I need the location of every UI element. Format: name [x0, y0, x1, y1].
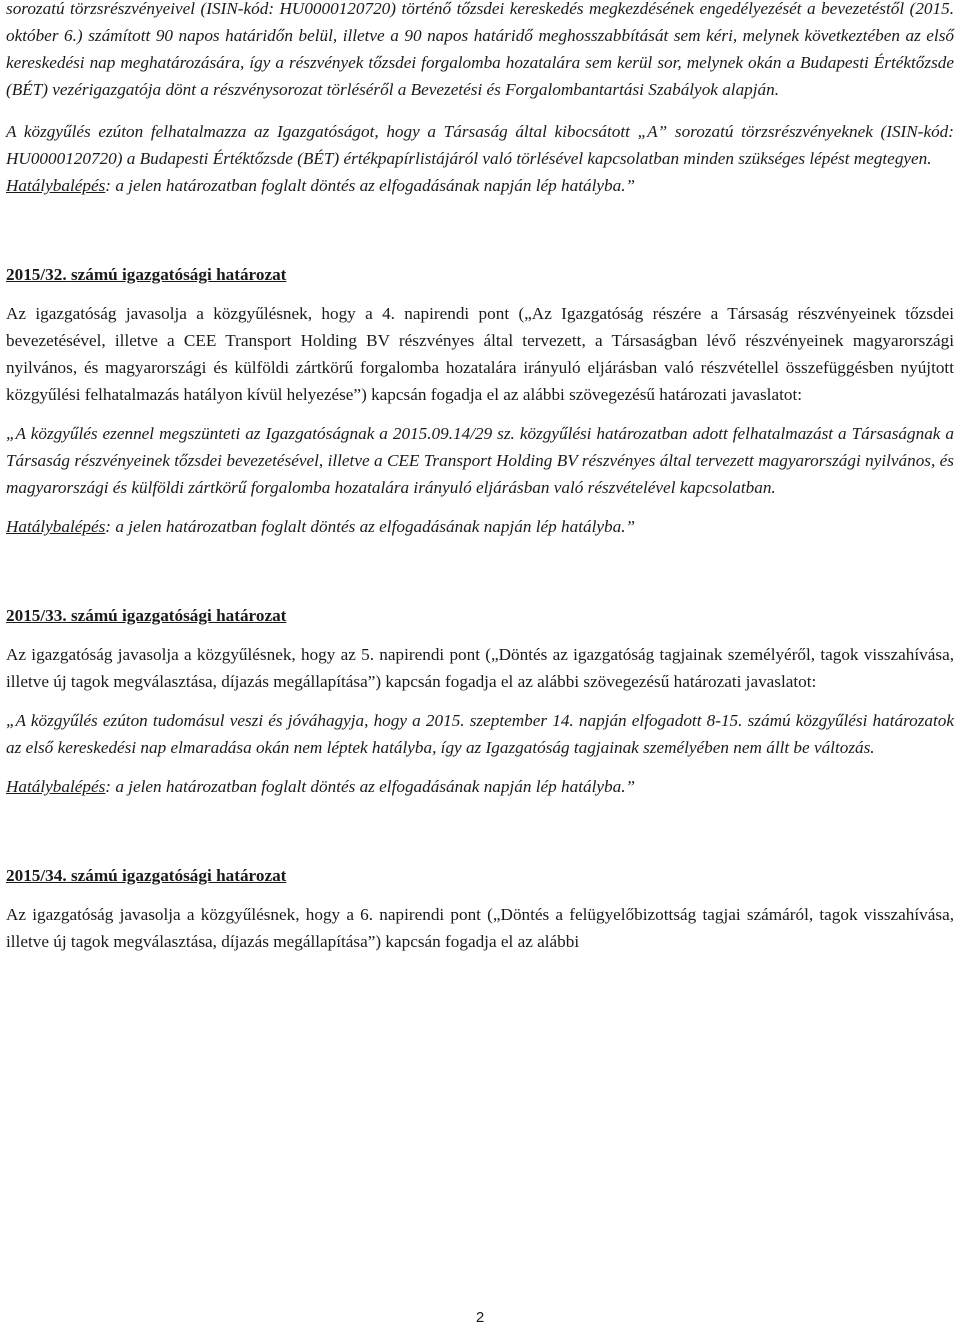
effect-label: Hatálybalépés: [6, 176, 106, 195]
effect-text: : a jelen határozatban foglalt döntés az elfogadásának napján lép hatályba.”: [105, 517, 636, 536]
effect-clause-32: [6, 513, 954, 540]
resolution-proposal-32: Az igazgatóság javasolja a közgyűlésnek, hogy a 4. napirendi pont („Az Igazgatóság részére a Társaság részvényeinek tőzsdei bevezetésével, illetve a CEE Transport Holding BV részvényes által tervezett, a Társaságban lévő részvényeinek magyarországi nyilvános, és magyarországi és külföldi zártkörű forgalomba hozatalára irányuló eljárásban való részvétellel összefüggésben nyújtott közgyűlési felhatalmazás hatályon kívül helyezése”) kapcsán fogadja el az alábbi szövegezésű határozati javaslatot:: [6, 304, 954, 404]
resolution-title: számú igazgatósági határozat: [66, 265, 287, 284]
document-page: [6, 0, 954, 955]
resolution-proposal-34: Az igazgatóság javasolja a közgyűlésnek, hogy a 6. napirendi pont („Döntés a felügyelőbizottság tagjai számáról, tagok visszahívása, illetve új tagok megválasztása, díjazás megállapítása”) kapcsán fogadja el az alábbi: [6, 905, 954, 951]
effect-label: Hatálybalépés: [6, 517, 106, 536]
page-number: 2: [475, 1309, 485, 1326]
resolution-number: 2015/34.: [6, 866, 67, 885]
resolution-title: számú igazgatósági határozat: [66, 866, 287, 885]
resolution-number: 2015/32.: [6, 265, 67, 284]
resolution-title: számú igazgatósági határozat: [66, 606, 287, 625]
effect-text: : a jelen határozatban foglalt döntés az elfogadásának napján lép hatályba.”: [105, 176, 636, 195]
effect-clause-33: [6, 773, 954, 800]
resolution-proposal-33: Az igazgatóság javasolja a közgyűlésnek, hogy az 5. napirendi pont („Döntés az igazgatóság tagjainak személyéről, tagok visszahívása, illetve új tagok megválasztása, díjazás megállapítása”) kapcsán fogadja el az alábbi szövegezésű határozati javaslatot:: [6, 645, 954, 691]
resolution-text-32: „A közgyűlés ezennel megszünteti az Igazgatóságnak a 2015.09.14/29 sz. közgyűlési határozatban adott felhatalmazást a Társaságnak a Társaság részvényeinek tőzsdei bevezetésével, illetve a CEE Transport Holding BV részvényes által tervezett magyarországi nyilvános, és magyarországi és külföldi zártkörű forgalomba hozatalára irányuló eljárásban való részvételével kapcsolatban.: [6, 424, 954, 497]
resolution-number: 2015/33.: [6, 606, 67, 625]
resolution-text-33: „A közgyűlés ezúton tudomásul veszi és jóváhagyja, hogy a 2015. szeptember 14. napján elfogadott 8-15. számú közgyűlési határozatok az első kereskedési nap elmaradása okán nem léptek hatályba, így az Igazgatóság tagjainak személyében nem állt be változás.: [6, 711, 954, 757]
resolution-heading-32: [6, 261, 954, 288]
effect-label: Hatálybalépés: [6, 777, 106, 796]
resolution-heading-33: [6, 602, 954, 629]
resolution-heading-34: [6, 862, 954, 889]
effect-text: : a jelen határozatban foglalt döntés az elfogadásának napján lép hatályba.”: [105, 777, 636, 796]
authorization-paragraph: A közgyűlés ezúton felhatalmazza az Igazgatóságot, hogy a Társaság által kibocsátott „A” sorozatú törzsrészvényeknek (ISIN-kód: HU0000120720) a Budapesti Értéktőzsde (BÉT) értékpapírlistájáról való törlésével kapcsolatban minden szükséges lépést megtegyen.: [6, 122, 954, 168]
effect-clause: [6, 172, 954, 199]
intro-paragraph: sorozatú törzsrészvényeivel (ISIN-kód: HU0000120720) történő tőzsdei kereskedés megkezdésének engedélyezését a bevezetéstől (2015. október 6.) számított 90 napos határidőn belül, illetve a 90 napos határidő meghosszabbítását sem kéri, melynek következtében az első kereskedési nap meghatározására, így a részvények tőzsdei forgalomba hozatalára sem kerül sor, melynek okán a Budapesti Értéktőzsde (BÉT) vezérigazgatója dönt a részvénysorozat törléséről a Bevezetési és Forgalombantartási Szabályok alapján.: [6, 0, 954, 99]
